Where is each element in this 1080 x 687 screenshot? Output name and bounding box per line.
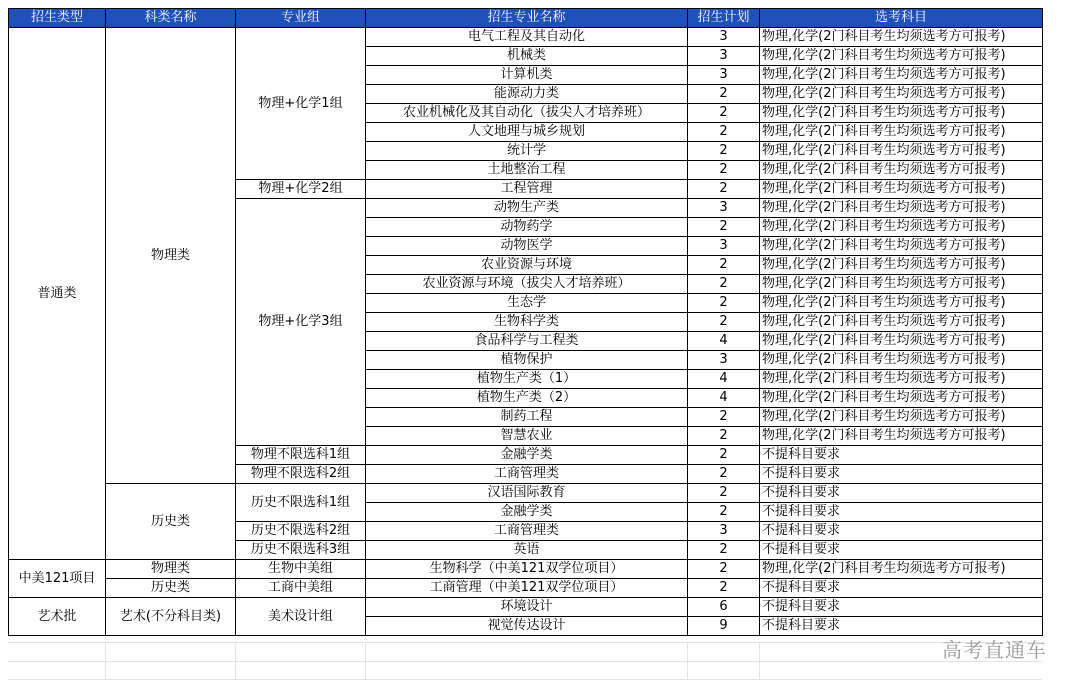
plan-cell: 2 [688, 275, 760, 294]
requirement-cell: 不提科目要求 [760, 617, 1043, 636]
major-cell: 植物生产类（2） [366, 389, 688, 408]
plan-cell: 2 [688, 180, 760, 199]
requirement-cell: 物理,化学(2门科目考生均须选考方可报考) [760, 294, 1043, 313]
plan-cell: 2 [688, 161, 760, 180]
major-cell: 工商管理类 [366, 522, 688, 541]
plan-cell: 3 [688, 237, 760, 256]
major-cell: 农业资源与环境 [366, 256, 688, 275]
major-cell: 土地整治工程 [366, 161, 688, 180]
plan-cell: 2 [688, 541, 760, 560]
group-cell: 物理不限选科2组 [236, 465, 366, 484]
plan-cell: 2 [688, 465, 760, 484]
enroll-type-cell: 艺术批 [9, 598, 106, 636]
plan-cell: 2 [688, 427, 760, 446]
requirement-cell: 物理,化学(2门科目考生均须选考方可报考) [760, 199, 1043, 218]
group-cell: 工商中美组 [236, 579, 366, 598]
plan-cell: 2 [688, 560, 760, 579]
major-cell: 金融学类 [366, 446, 688, 465]
requirement-cell: 物理,化学(2门科目考生均须选考方可报考) [760, 313, 1043, 332]
major-cell: 制药工程 [366, 408, 688, 427]
header-requirement: 选考科目 [760, 9, 1043, 28]
requirement-cell: 物理,化学(2门科目考生均须选考方可报考) [760, 370, 1043, 389]
subject-cell: 物理类 [106, 560, 236, 579]
major-cell: 动物药学 [366, 218, 688, 237]
plan-cell: 2 [688, 142, 760, 161]
major-cell: 生物科学（中美121双学位项目） [366, 560, 688, 579]
major-cell: 电气工程及其自动化 [366, 28, 688, 47]
requirement-cell: 物理,化学(2门科目考生均须选考方可报考) [760, 389, 1043, 408]
table-row [9, 560, 1043, 579]
plan-cell: 2 [688, 503, 760, 522]
header-group: 专业组 [236, 9, 366, 28]
plan-cell: 2 [688, 104, 760, 123]
requirement-cell: 物理,化学(2门科目考生均须选考方可报考) [760, 123, 1043, 142]
subject-cell: 物理类 [106, 28, 236, 484]
major-cell: 农业机械化及其自动化（拔尖人才培养班） [366, 104, 688, 123]
plan-cell: 2 [688, 85, 760, 104]
major-cell: 植物保护 [366, 351, 688, 370]
plan-cell: 9 [688, 617, 760, 636]
requirement-cell: 物理,化学(2门科目考生均须选考方可报考) [760, 180, 1043, 199]
header-plan: 招生计划 [688, 9, 760, 28]
major-cell: 英语 [366, 541, 688, 560]
requirement-cell: 物理,化学(2门科目考生均须选考方可报考) [760, 560, 1043, 579]
plan-cell: 3 [688, 199, 760, 218]
requirement-cell: 物理,化学(2门科目考生均须选考方可报考) [760, 237, 1043, 256]
major-cell: 工程管理 [366, 180, 688, 199]
requirement-cell: 不提科目要求 [760, 465, 1043, 484]
plan-cell: 4 [688, 370, 760, 389]
requirement-cell: 不提科目要求 [760, 503, 1043, 522]
plan-cell: 3 [688, 522, 760, 541]
plan-cell: 2 [688, 446, 760, 465]
subject-cell: 历史类 [106, 579, 236, 598]
requirement-cell: 不提科目要求 [760, 522, 1043, 541]
group-cell: 物理不限选科1组 [236, 446, 366, 465]
major-cell: 机械类 [366, 47, 688, 66]
major-cell: 动物生产类 [366, 199, 688, 218]
major-cell: 农业资源与环境（拔尖人才培养班） [366, 275, 688, 294]
table-row [9, 579, 1043, 598]
major-cell: 生态学 [366, 294, 688, 313]
requirement-cell: 物理,化学(2门科目考生均须选考方可报考) [760, 28, 1043, 47]
requirement-cell: 物理,化学(2门科目考生均须选考方可报考) [760, 275, 1043, 294]
plan-cell: 6 [688, 598, 760, 617]
major-cell: 工商管理类 [366, 465, 688, 484]
enroll-type-cell: 中美121项目 [9, 560, 106, 598]
plan-cell: 3 [688, 351, 760, 370]
requirement-cell: 物理,化学(2门科目考生均须选考方可报考) [760, 161, 1043, 180]
requirement-cell: 物理,化学(2门科目考生均须选考方可报考) [760, 104, 1043, 123]
group-cell: 物理+化学1组 [236, 28, 366, 180]
plan-cell: 4 [688, 389, 760, 408]
requirement-cell: 物理,化学(2门科目考生均须选考方可报考) [760, 427, 1043, 446]
plan-cell: 2 [688, 294, 760, 313]
watermark: 高考直通车 [942, 638, 1047, 662]
plan-cell: 2 [688, 123, 760, 142]
major-cell: 视觉传达设计 [366, 617, 688, 636]
requirement-cell: 不提科目要求 [760, 446, 1043, 465]
group-cell: 物理+化学3组 [236, 199, 366, 446]
plan-cell: 2 [688, 408, 760, 427]
requirement-cell: 不提科目要求 [760, 579, 1043, 598]
major-cell: 植物生产类（1） [366, 370, 688, 389]
header-enroll-type: 招生类型 [9, 9, 106, 28]
header-subject: 科类名称 [106, 9, 236, 28]
group-cell: 历史不限选科3组 [236, 541, 366, 560]
requirement-cell: 物理,化学(2门科目考生均须选考方可报考) [760, 142, 1043, 161]
group-cell: 生物中美组 [236, 560, 366, 579]
requirement-cell: 物理,化学(2门科目考生均须选考方可报考) [760, 47, 1043, 66]
requirement-cell: 物理,化学(2门科目考生均须选考方可报考) [760, 66, 1043, 85]
requirement-cell: 不提科目要求 [760, 541, 1043, 560]
plan-cell: 2 [688, 484, 760, 503]
requirement-cell: 物理,化学(2门科目考生均须选考方可报考) [760, 332, 1043, 351]
major-cell: 汉语国际教育 [366, 484, 688, 503]
requirement-cell: 物理,化学(2门科目考生均须选考方可报考) [760, 351, 1043, 370]
plan-cell: 3 [688, 28, 760, 47]
header-row [9, 9, 1043, 28]
plan-cell: 4 [688, 332, 760, 351]
spreadsheet-gridlines [8, 642, 1042, 680]
group-cell: 物理+化学2组 [236, 180, 366, 199]
major-cell: 能源动力类 [366, 85, 688, 104]
group-cell: 美术设计组 [236, 598, 366, 636]
enroll-type-cell: 普通类 [9, 28, 106, 560]
requirement-cell: 物理,化学(2门科目考生均须选考方可报考) [760, 256, 1043, 275]
plan-cell: 2 [688, 256, 760, 275]
group-cell: 历史不限选科2组 [236, 522, 366, 541]
major-cell: 人文地理与城乡规划 [366, 123, 688, 142]
plan-cell: 2 [688, 579, 760, 598]
major-cell: 智慧农业 [366, 427, 688, 446]
admission-plan-table [8, 8, 1043, 636]
requirement-cell: 物理,化学(2门科目考生均须选考方可报考) [760, 85, 1043, 104]
major-cell: 生物科学类 [366, 313, 688, 332]
plan-cell: 3 [688, 66, 760, 85]
subject-cell: 艺术(不分科目类) [106, 598, 236, 636]
major-cell: 计算机类 [366, 66, 688, 85]
requirement-cell: 物理,化学(2门科目考生均须选考方可报考) [760, 218, 1043, 237]
requirement-cell: 不提科目要求 [760, 484, 1043, 503]
major-cell: 环境设计 [366, 598, 688, 617]
table-row [9, 598, 1043, 617]
subject-cell: 历史类 [106, 484, 236, 560]
major-cell: 食品科学与工程类 [366, 332, 688, 351]
major-cell: 金融学类 [366, 503, 688, 522]
requirement-cell: 不提科目要求 [760, 598, 1043, 617]
major-cell: 动物医学 [366, 237, 688, 256]
group-cell: 历史不限选科1组 [236, 484, 366, 522]
major-cell: 统计学 [366, 142, 688, 161]
header-major: 招生专业名称 [366, 9, 688, 28]
major-cell: 工商管理（中美121双学位项目） [366, 579, 688, 598]
table-row [9, 484, 1043, 503]
plan-cell: 2 [688, 218, 760, 237]
table-row [9, 28, 1043, 47]
plan-cell: 2 [688, 313, 760, 332]
requirement-cell: 物理,化学(2门科目考生均须选考方可报考) [760, 408, 1043, 427]
plan-cell: 3 [688, 47, 760, 66]
